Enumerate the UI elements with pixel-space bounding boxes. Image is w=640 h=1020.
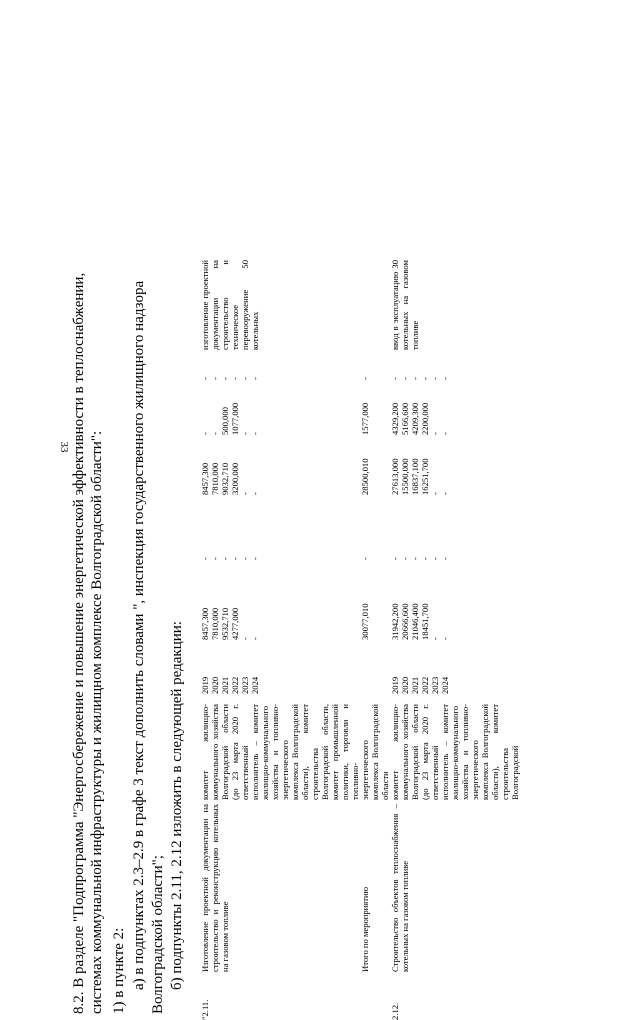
- expected-result: ввод в эксплуатацию 30 котельных на газовом топливе: [390, 260, 420, 350]
- subtotal-regional: 28500,010: [360, 458, 370, 495]
- row-number: "2.11.: [200, 999, 210, 1020]
- subtotal-other: -: [360, 377, 370, 380]
- local-column: - - 500,000 1077,000 - -: [200, 402, 260, 435]
- subpoint-a-line2: Волгоградской области";: [150, 855, 166, 1014]
- other-column: - - - - - -: [390, 377, 450, 380]
- federal-column: - - - - - -: [200, 557, 260, 560]
- subtotal-federal: -: [360, 557, 370, 560]
- executor: комитет жилищно-коммунального хозяйства Волгоградской области (до 23 марта 2020 г. ответственный исполнитель – комитет жилищно-коммунального хозяйства и топливно-энергетического комплекса Волгоградской области), комитет строительства Волгоградской: [390, 704, 520, 800]
- row-number: 2.12.: [390, 1002, 400, 1020]
- executor: комитет жилищно-коммунального хозяйства Волгоградской области (до 23 марта 2020 г. ответственный исполнитель – комитет жилищно-коммунального хозяйства и топливно-энергетического комплекса Волгоградской области), комитет строительства Волгоградской области, комитет промышленной политики, торговли и топливно-энергетического комплекса Волгоградской области: [200, 704, 390, 800]
- years-column: 2019 2020 2021 2022 2023 2024: [200, 676, 260, 694]
- subpoint-a-line1: а) в подпунктах 2.3–2.9 в графе 3 текст дополнить словами ", инспекция государственного жилищного надзора: [131, 280, 147, 990]
- rotated-page-content: [70, 260, 570, 1020]
- subtotal-local: 1577,000: [360, 402, 370, 435]
- subpoint-b: б) подпункты 2.11, 2.12 изложить в следующей редакции:: [169, 621, 185, 990]
- point-heading: 1) в пункте 2:: [111, 927, 127, 1014]
- regional-column: 8457,300 7810,000 9032,710 3200,000 - -: [200, 462, 260, 495]
- subtotal-label: Итого по мероприятию: [360, 886, 370, 972]
- federal-column: - - - - - -: [390, 557, 450, 560]
- measure-name: Изготовление проектной документации на строительство и реконструкцию котельных на газовом топливе: [200, 804, 230, 972]
- measure-name: Строительство объектов теплоснабжения – котельных на газовом топливе: [390, 804, 410, 972]
- page-number: 33: [58, 441, 70, 453]
- expected-result: изготовление проектной документации на строительство и техническое перевооружение 50 котельных: [200, 260, 260, 350]
- total-column: 8457,300 7810,000 9532,710 4277,000 - -: [200, 607, 260, 640]
- section-title: 8.2. В разделе "Подпрограмма "Энергосбережение и повышение энергетической эффективности в теплоснабжении, системах коммунальной инфраструктуры и жилищном комплексе Волгоградской области":: [71, 272, 105, 1014]
- total-column: 31942,200 20666,600 21046,400 18451,700 - -: [390, 603, 450, 640]
- years-column: 2019 2020 2021 2022 2023 2024: [390, 676, 450, 694]
- subtotal-total: 30077,010: [360, 603, 370, 640]
- regional-column: 27613,000 15500,000 16837,100 16251,700 - -: [390, 458, 450, 495]
- other-column: - - - - - -: [200, 377, 260, 380]
- local-column: 4329,200 5166,600 4209,300 2200,000 - -: [390, 402, 450, 435]
